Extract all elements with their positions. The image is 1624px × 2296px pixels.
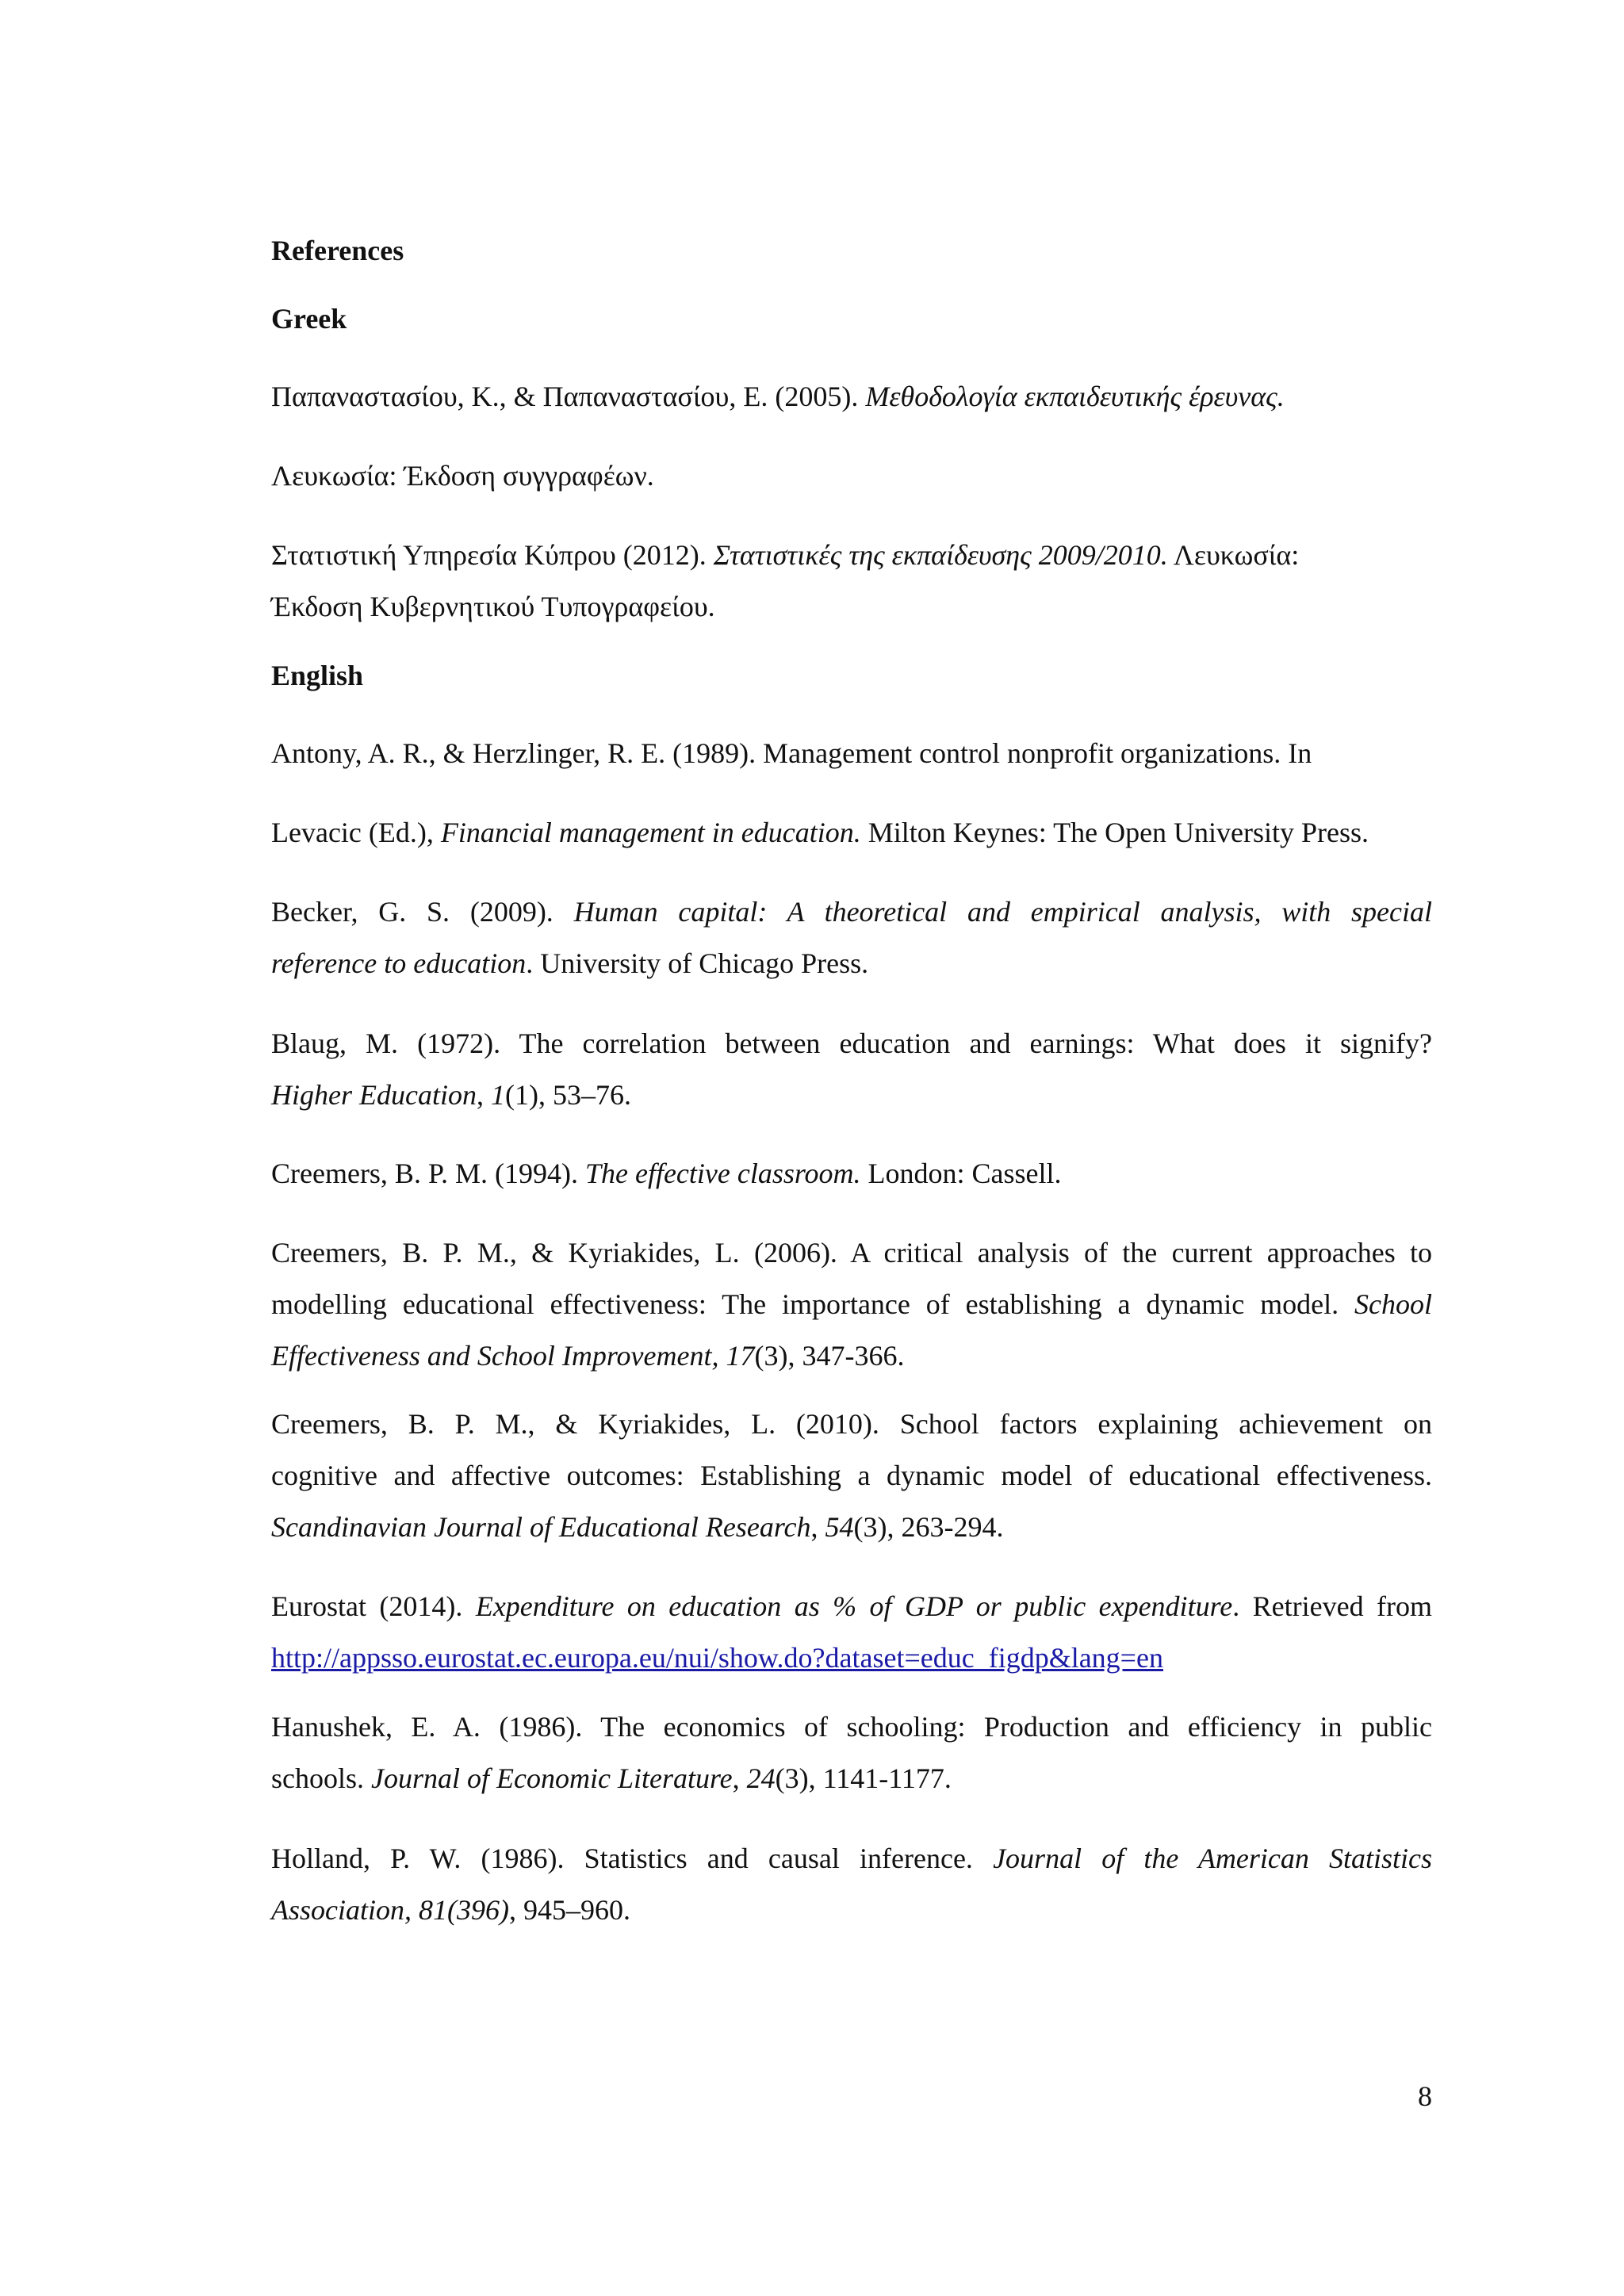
reference-entry-papanastasiou: Παπαναστασίου, Κ., & Παπαναστασίου, Ε. (2005). Μεθοδολογία εκπαιδευτικής έρευνας. xyxy=(271,381,1285,412)
reference-entry-papanastasiou-publisher: Λευκωσία: Έκδοση συγγραφέων. xyxy=(271,460,654,492)
greek-heading: Greek xyxy=(271,303,347,335)
reference-entry-creemers-2006: Creemers, B. P. M., & Kyriakides, L. (2006). A critical analysis of the current approaches to modelling educational effectiveness: The importance of establishing a dynamic model. School Effectiveness and School Improvement, 17(3), 347-366. xyxy=(271,1237,1432,1372)
reference-entry-creemers-1994: Creemers, B. P. M. (1994). The effective classroom. London: Cassell. xyxy=(271,1158,1062,1189)
reference-entry-hanushek: Hanushek, E. A. (1986). The economics of schooling: Production and efficiency in public schools. Journal of Economic Literature, 24(3), 1141-1177. xyxy=(271,1711,1432,1794)
eurostat-link[interactable]: http://appsso.eurostat.ec.europa.eu/nui/show.do?dataset=educ_figdp&lang=en xyxy=(271,1642,1163,1674)
reference-entry-cystat: Στατιστική Υπηρεσία Κύπρου (2012). Στατιστικές της εκπαίδευσης 2009/2010. Λευκωσία: Έκδοση Κυβερνητικού Τυπογραφείου. xyxy=(271,539,1300,622)
reference-entry-blaug: Blaug, M. (1972). The correlation between education and earnings: What does it signify? Higher Education, 1(1), 53–76. xyxy=(271,1027,1432,1111)
english-heading: English xyxy=(271,660,364,691)
reference-entry-holland: Holland, P. W. (1986). Statistics and causal inference. Journal of the American Statistics Association, 81(396), 945–960. xyxy=(271,1843,1432,1926)
reference-entry-antony: Antony, A. R., & Herzlinger, R. E. (1989). Management control nonprofit organizations. In xyxy=(271,737,1312,769)
page-number: 8 xyxy=(1418,2080,1432,2112)
reference-entry-becker: Becker, G. S. (2009). Human capital: A theoretical and empirical analysis, with special reference to education. University of Chicago Press. xyxy=(271,896,1433,979)
references-heading: References xyxy=(271,235,404,266)
reference-entry-eurostat: Eurostat (2014). Expenditure on education as % of GDP or public expenditure. Retrieved from http://appsso.eurostat.ec.europa.eu/nui/show.do?dataset=educ_figdp&lang=en xyxy=(271,1590,1433,1674)
reference-entry-antony-continued: Levacic (Ed.), Financial management in education. Milton Keynes: The Open University Press. xyxy=(271,817,1369,848)
reference-entry-creemers-2010: Creemers, B. P. M., & Kyriakides, L. (2010). School factors explaining achievement on cognitive and affective outcomes: Establishing a dynamic model of educational effectiveness. Scandinavian Journal of Educational Research, 54(3), 263-294. xyxy=(271,1408,1432,1543)
